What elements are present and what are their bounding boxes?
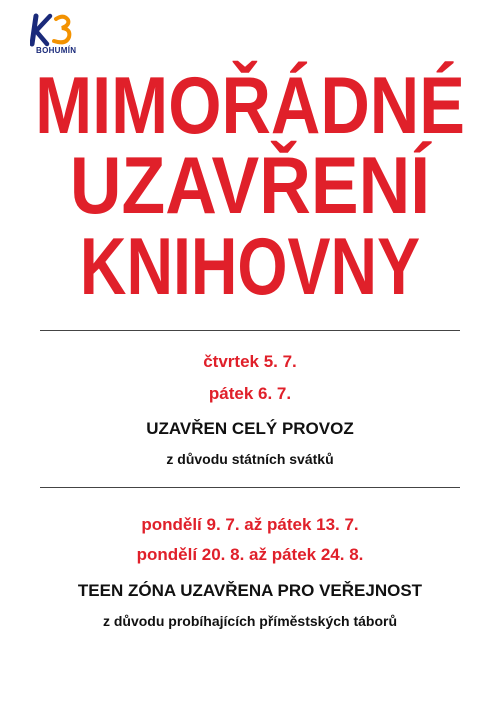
k3-bohumin-logo [30,12,90,58]
section1-reason: z důvodu státních svátků [166,451,334,467]
headline-line-2: UZAVŘENÍ [69,141,431,232]
divider-top [40,330,460,331]
divider-middle [40,487,460,488]
headline-line-1: MIMOŘÁDNÉ [35,61,465,152]
section2-reason: z důvodu probíhajících příměstských táborů [102,613,398,629]
section2-date-1: pondělí 9. 7. až pátek 13. 7. [141,515,359,534]
headline-line-3: KNIHOVNY [79,222,421,313]
section1-notice: UZAVŘEN CELÝ PROVOZ [146,419,354,438]
section2-date-2: pondělí 20. 8. až pátek 24. 8. [136,545,364,564]
section1-date-1: čtvrtek 5. 7. [203,352,297,371]
logo-subtitle: BOHUMÍN [36,46,77,55]
section1-date-2: pátek 6. 7. [208,384,292,403]
section2-notice: TEEN ZÓNA UZAVŘENA PRO VEŘEJNOST [77,581,423,600]
k3-logo-mark [30,12,90,48]
